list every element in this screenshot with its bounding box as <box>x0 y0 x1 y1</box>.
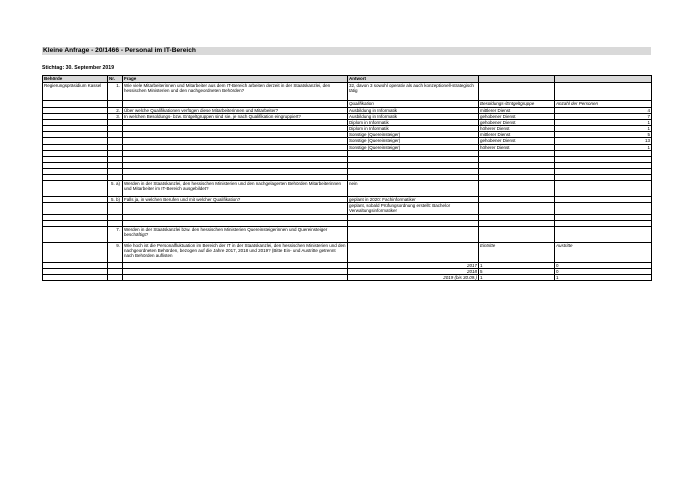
empty-cell <box>479 180 555 196</box>
besoldung-cell: gehobener Dienst <box>479 120 555 126</box>
subheader-anzahl: Anzahl der Personen <box>555 101 652 108</box>
empty-cell <box>108 274 123 280</box>
stichtag-label: Stichtag: 30. September 2019 <box>42 65 115 71</box>
table-row <box>43 242 652 262</box>
subheader-qualifikation: Qualifikation <box>348 101 479 108</box>
question-text: Wie hoch ist die Personalfluktuation im Bereich der IT in der Staatskanzlei, den hessischen Ministerien und den nachgeordneten Behörden, bezogen auf die Jahre 2017, 2018 und 2019? (Bitte Ein- und Austritte getrennt nach Behörden auflisten <box>123 242 348 262</box>
empty-cell <box>479 202 555 214</box>
empty-cell <box>123 202 348 214</box>
besoldung-cell: höherer Dienst <box>479 144 555 150</box>
eintritte-cell: 1 <box>479 262 555 268</box>
eintritte-cell: 5 <box>479 268 555 274</box>
besoldung-cell: gehobener Dienst <box>479 114 555 120</box>
question-number: 5. a) <box>108 180 123 196</box>
question-text: In welchen Besoldungs- bzw. Entgeltgruppen sind sie, je nach Qualifikation eingruppiert? <box>123 114 348 120</box>
empty-cell <box>108 202 123 214</box>
anzahl-cell: 5 <box>555 132 652 138</box>
question-number: 9. <box>108 242 123 262</box>
empty-cell <box>108 101 123 108</box>
austritte-cell: 0 <box>555 268 652 274</box>
answer-text: geplant in 2020: Fachinformatiker <box>348 196 479 202</box>
header-empty <box>479 76 555 83</box>
empty-cell <box>43 242 108 262</box>
empty-cell <box>555 83 652 101</box>
header-antwort: Antwort <box>348 76 479 83</box>
eintritte-cell: 1 <box>479 274 555 280</box>
empty-cell <box>348 226 479 242</box>
besoldung-cell: mittlerer Dienst <box>479 108 555 114</box>
table-row <box>43 274 652 280</box>
empty-cell <box>479 226 555 242</box>
empty-cell <box>123 274 348 280</box>
besoldung-cell: mittlerer Dienst <box>479 132 555 138</box>
empty-cell <box>479 83 555 101</box>
jahr-cell: 2017 <box>348 262 479 268</box>
anzahl-cell: 1 <box>555 126 652 132</box>
question-text: Über welche Qualifikationen verfügen diese Mitarbeiterinnen und Mitarbeiter? <box>123 108 348 114</box>
header-behoerde: Behörde <box>43 76 108 83</box>
question-number: 1. <box>108 83 123 101</box>
qualifikation-cell: Diplom in Informatik <box>348 120 479 126</box>
answer-text: 32, davon 3 sowohl operativ als auch konzeptionell-strategisch tätig <box>348 83 479 101</box>
jahr-cell: 2018 <box>348 268 479 274</box>
question-text: Falls ja, in welchen Berufen und mit welcher Qualifikation? <box>123 196 348 202</box>
subheader-eintritte: Eintritte <box>479 242 555 262</box>
besoldung-cell: höherer Dienst <box>479 126 555 132</box>
qualifikation-cell: Diplom in Informatik <box>348 126 479 132</box>
table-row <box>43 101 652 108</box>
question-number: 5. b) <box>108 196 123 202</box>
empty-cell <box>555 226 652 242</box>
empty-cell <box>123 101 348 108</box>
header-frage: Frage <box>123 76 348 83</box>
anzahl-cell: 1 <box>555 144 652 150</box>
question-number: 2. <box>108 108 123 114</box>
table-row <box>43 202 652 214</box>
header-empty <box>555 76 652 83</box>
qualifikation-cell: Sonstige (Quereinsteiger) <box>348 138 479 144</box>
table-header-row <box>43 76 652 83</box>
anzahl-cell: 7 <box>555 114 652 120</box>
question-number: 3. <box>108 114 123 120</box>
question-text: Wie viele Mitarbeiterinnen und Mitarbeiter aus dem IT-Bereich arbeiten derzeit in der Staatskanzlei, den hessischen Ministerien und den nachgeordneten Behörden? <box>123 83 348 101</box>
question-number: 7. <box>108 226 123 242</box>
table-row <box>43 83 652 101</box>
qualifikation-cell: Ausbildung in Informatik <box>348 114 479 120</box>
empty-cell <box>555 180 652 196</box>
qualifikation-cell: Sonstige (Quereinsteiger) <box>348 132 479 138</box>
answer-text: nein <box>348 180 479 196</box>
header-nr: Nr. <box>108 76 123 83</box>
table-row <box>43 180 652 196</box>
empty-cell <box>43 180 108 196</box>
empty-cell <box>43 226 108 242</box>
anzahl-cell: 1 <box>555 120 652 126</box>
anzahl-cell: 4 <box>555 108 652 114</box>
page-title: Kleine Anfrage - 20/1466 - Personal im IT-Bereich <box>42 47 651 55</box>
subheader-austritte: Austritte <box>555 242 652 262</box>
it-personnel-table <box>42 75 652 281</box>
austritte-cell: 0 <box>555 262 652 268</box>
qualifikation-cell: Sonstige (Quereinsteiger) <box>348 144 479 150</box>
austritte-cell: 1 <box>555 274 652 280</box>
qualifikation-cell: Ausbildung in Informatik <box>348 108 479 114</box>
empty-cell <box>348 242 479 262</box>
empty-cell <box>43 101 108 108</box>
question-text: Werden in der Staatskanzlei bzw. den hessischen Ministerien Quereinsteigerinnen und Quereinsteiger beschäftigt? <box>123 226 348 242</box>
jahr-cell: 2019 (bis 30.09.) <box>348 274 479 280</box>
answer-text: geplant, sobald Prüfungsordnung erstellt: Bachelor Verwaltungsinformatiker <box>348 202 479 214</box>
behoerde-cell: Regierungspräsidium Kassel <box>43 83 108 101</box>
empty-cell <box>43 274 108 280</box>
anzahl-cell: 13 <box>555 138 652 144</box>
besoldung-cell: gehobener Dienst <box>479 138 555 144</box>
empty-cell <box>43 202 108 214</box>
empty-cell <box>555 202 652 214</box>
question-text: Werden in der Staatskanzlei, den hessischen Ministerien und den nachgelagerten Behörden Mitarbeiterinnen und Mitarbeiter im IT-Bereich ausgebildet? <box>123 180 348 196</box>
subheader-besoldung: Besoldungs-/Entgeltgruppe <box>479 101 555 108</box>
table-row <box>43 226 652 242</box>
